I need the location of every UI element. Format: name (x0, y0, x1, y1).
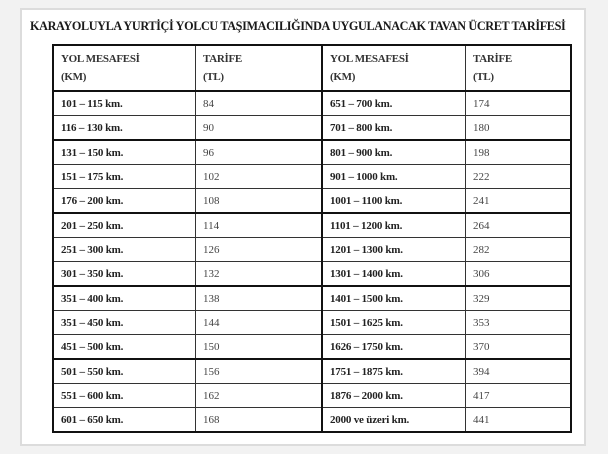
tariff-cell: 84 (196, 91, 323, 116)
tariff-cell: 168 (196, 408, 323, 433)
distance-cell: 1301 – 1400 km. (322, 262, 466, 287)
tariff-cell: 394 (466, 359, 572, 384)
distance-cell: 351 – 450 km. (53, 311, 196, 335)
distance-cell: 176 – 200 km. (53, 189, 196, 214)
distance-cell: 1001 – 1100 km. (322, 189, 466, 214)
header-tariff-right (466, 45, 572, 91)
document-frame (20, 8, 586, 446)
table-row (53, 311, 571, 335)
table-row (53, 359, 571, 384)
tariff-cell: 132 (196, 262, 323, 287)
table-row (53, 286, 571, 311)
table-row (53, 262, 571, 287)
header-tariff-unit: (TL) (473, 71, 494, 83)
table-row (53, 238, 571, 262)
tariff-cell: 417 (466, 384, 572, 408)
distance-cell: 201 – 250 km. (53, 213, 196, 238)
tariff-cell: 241 (466, 189, 572, 214)
distance-cell: 1501 – 1625 km. (322, 311, 466, 335)
distance-cell: 501 – 550 km. (53, 359, 196, 384)
tariff-cell: 353 (466, 311, 572, 335)
header-distance-left (53, 45, 196, 91)
tariff-cell: 282 (466, 238, 572, 262)
header-tariff-label: TARİFE (473, 53, 512, 65)
tariff-cell: 441 (466, 408, 572, 433)
distance-cell: 151 – 175 km. (53, 165, 196, 189)
distance-cell: 701 – 800 km. (322, 116, 466, 141)
table-row (53, 189, 571, 214)
distance-cell: 451 – 500 km. (53, 335, 196, 360)
distance-cell: 301 – 350 km. (53, 262, 196, 287)
document-title: KARAYOLUYLA YURTİÇİ YOLCU TAŞIMACILIĞINDA UYGULANACAK TAVAN ÜCRET TARİFESİ (30, 19, 566, 33)
distance-cell: 2000 ve üzeri km. (322, 408, 466, 433)
distance-cell: 651 – 700 km. (322, 91, 466, 116)
table-row (53, 116, 571, 141)
table-row (53, 91, 571, 116)
distance-cell: 901 – 1000 km. (322, 165, 466, 189)
table-row (53, 384, 571, 408)
tariff-cell: 329 (466, 286, 572, 311)
distance-cell: 1201 – 1300 km. (322, 238, 466, 262)
header-distance-unit: (KM) (61, 71, 87, 83)
tariff-cell: 126 (196, 238, 323, 262)
tariff-cell: 306 (466, 262, 572, 287)
table-row (53, 165, 571, 189)
table-row (53, 140, 571, 165)
header-tariff-left (196, 45, 323, 91)
tariff-cell: 198 (466, 140, 572, 165)
tariff-cell: 162 (196, 384, 323, 408)
tariff-cell: 264 (466, 213, 572, 238)
table-row (53, 213, 571, 238)
distance-cell: 1401 – 1500 km. (322, 286, 466, 311)
distance-cell: 251 – 300 km. (53, 238, 196, 262)
distance-cell: 551 – 600 km. (53, 384, 196, 408)
distance-cell: 1101 – 1200 km. (322, 213, 466, 238)
distance-cell: 1751 – 1875 km. (322, 359, 466, 384)
header-distance-right (322, 45, 466, 91)
table-header-row (53, 45, 571, 91)
distance-cell: 351 – 400 km. (53, 286, 196, 311)
tariff-cell: 370 (466, 335, 572, 360)
table-row (53, 408, 571, 433)
header-distance-unit: (KM) (330, 71, 356, 83)
tariff-cell: 222 (466, 165, 572, 189)
tariff-cell: 114 (196, 213, 323, 238)
tariff-table (52, 44, 572, 433)
distance-cell: 601 – 650 km. (53, 408, 196, 433)
tariff-cell: 96 (196, 140, 323, 165)
tariff-cell: 150 (196, 335, 323, 360)
distance-cell: 131 – 150 km. (53, 140, 196, 165)
table-row (53, 335, 571, 360)
tariff-cell: 90 (196, 116, 323, 141)
tariff-cell: 180 (466, 116, 572, 141)
tariff-cell: 144 (196, 311, 323, 335)
tariff-cell: 108 (196, 189, 323, 214)
distance-cell: 116 – 130 km. (53, 116, 196, 141)
header-tariff-unit: (TL) (203, 71, 224, 83)
tariff-cell: 102 (196, 165, 323, 189)
distance-cell: 1876 – 2000 km. (322, 384, 466, 408)
distance-cell: 1626 – 1750 km. (322, 335, 466, 360)
tariff-cell: 156 (196, 359, 323, 384)
tariff-cell: 138 (196, 286, 323, 311)
header-distance-label: YOL MESAFESİ (330, 53, 409, 65)
tariff-cell: 174 (466, 91, 572, 116)
header-tariff-label: TARİFE (203, 53, 242, 65)
distance-cell: 801 – 900 km. (322, 140, 466, 165)
header-distance-label: YOL MESAFESİ (61, 53, 140, 65)
distance-cell: 101 – 115 km. (53, 91, 196, 116)
